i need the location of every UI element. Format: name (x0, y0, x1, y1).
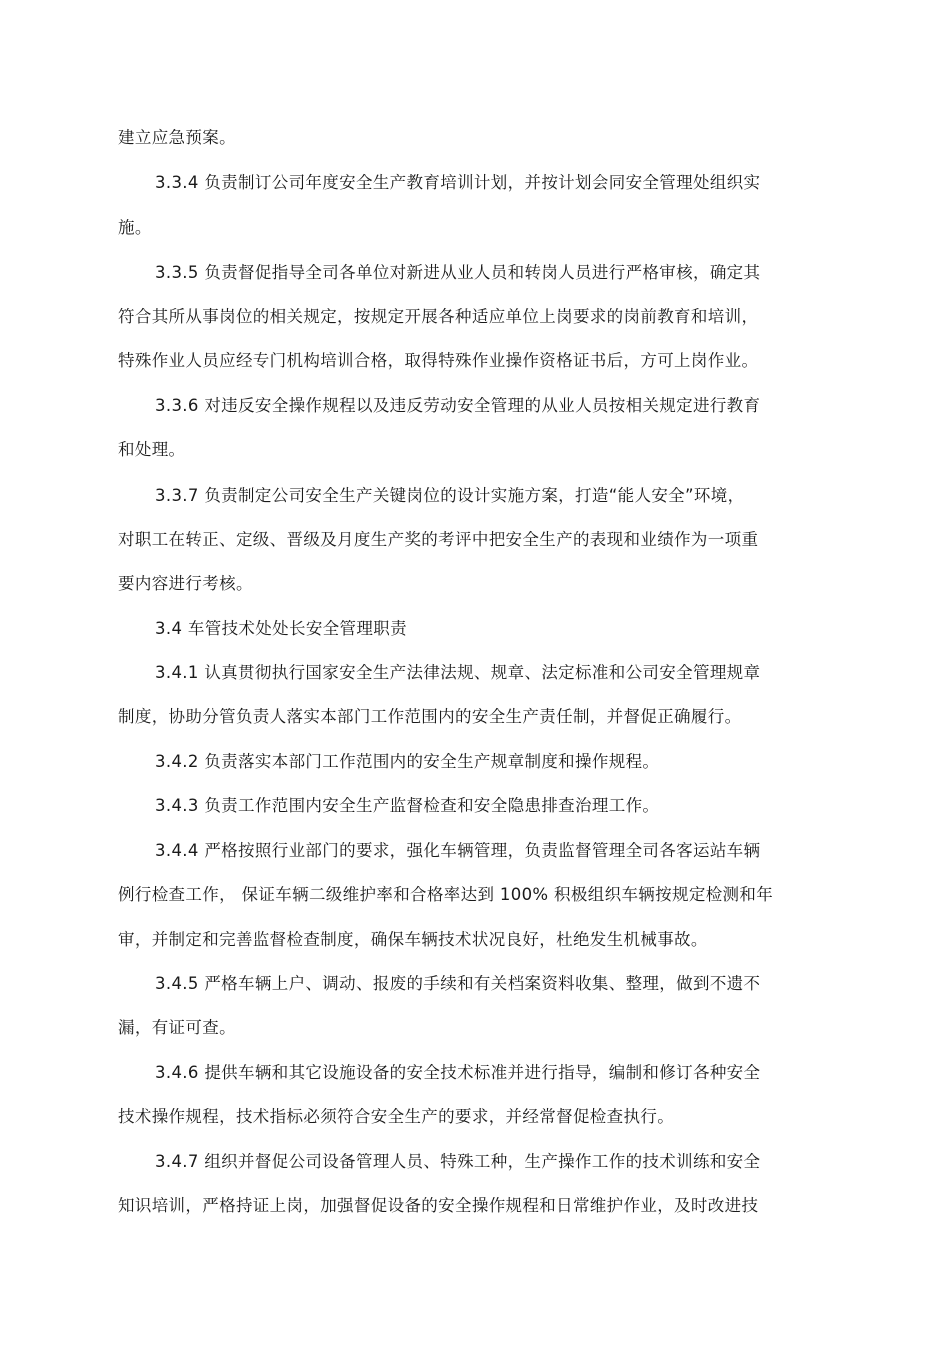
paragraph-line: 制度，协助分管负责人落实本部门工作范围内的安全生产责任制，并督促正确履行。 (118, 707, 742, 726)
section-heading: 3.4 车管技术处处长安全管理职责 (155, 619, 407, 638)
paragraph-line: 3.4.1 认真贯彻执行国家安全生产法律法规、规章、法定标准和公司安全管理规章 (155, 663, 761, 682)
paragraph-line: 3.3.4 负责制订公司年度安全生产教育培训计划，并按计划会同安全管理处组织实 (155, 173, 761, 192)
paragraph-line: 3.4.5 严格车辆上户、调动、报废的手续和有关档案资料收集、整理，做到不遗不 (155, 974, 761, 993)
paragraph-line: 3.4.4 严格按照行业部门的要求，强化车辆管理，负责监督管理全司各客运站车辆 (155, 841, 761, 860)
paragraph-line: 漏，有证可查。 (118, 1018, 236, 1037)
paragraph-line: 符合其所从事岗位的相关规定，按规定开展各种适应单位上岗要求的岗前教育和培训， (118, 307, 759, 326)
paragraph-line: 3.4.6 提供车辆和其它设施设备的安全技术标准并进行指导，编制和修订各种安全 (155, 1063, 761, 1082)
paragraph-line: 要内容进行考核。 (118, 574, 253, 593)
paragraph-line: 建立应急预案。 (118, 128, 236, 147)
paragraph-line: 技术操作规程，技术指标必须符合安全生产的要求，并经常督促检查执行。 (118, 1107, 675, 1126)
paragraph-line: 3.4.7 组织并督促公司设备管理人员、特殊工种，生产操作工作的技术训练和安全 (155, 1152, 761, 1171)
paragraph-line: 和处理。 (118, 440, 186, 459)
paragraph-line: 3.3.5 负责督促指导全司各单位对新进从业人员和转岗人员进行严格审核，确定其 (155, 263, 761, 282)
paragraph-line: 3.4.2 负责落实本部门工作范围内的安全生产规章制度和操作规程。 (155, 752, 660, 771)
paragraph-line: 施。 (118, 218, 152, 237)
paragraph-line: 审，并制定和完善监督检查制度，确保车辆技术状况良好，杜绝发生机械事故。 (118, 930, 708, 949)
paragraph-line: 例行检查工作， 保证车辆二级维护率和合格率达到 100% 积极组织车辆按规定检测和年 (118, 885, 774, 904)
paragraph-line: 对职工在转正、定级、晋级及月度生产奖的考评中把安全生产的表现和业绩作为一项重 (118, 530, 759, 549)
paragraph-line: 3.3.6 对违反安全操作规程以及违反劳动安全管理的从业人员按相关规定进行教育 (155, 396, 761, 415)
paragraph-line: 特殊作业人员应经专门机构培训合格，取得特殊作业操作资格证书后，方可上岗作业。 (118, 351, 759, 370)
paragraph-line: 知识培训，严格持证上岗，加强督促设备的安全操作规程和日常维护作业，及时改进技 (118, 1196, 759, 1215)
paragraph-line: 3.4.3 负责工作范围内安全生产监督检查和安全隐患排查治理工作。 (155, 796, 660, 815)
paragraph-line: 3.3.7 负责制定公司安全生产关键岗位的设计实施方案，打造“能人安全”环境， (155, 486, 745, 505)
